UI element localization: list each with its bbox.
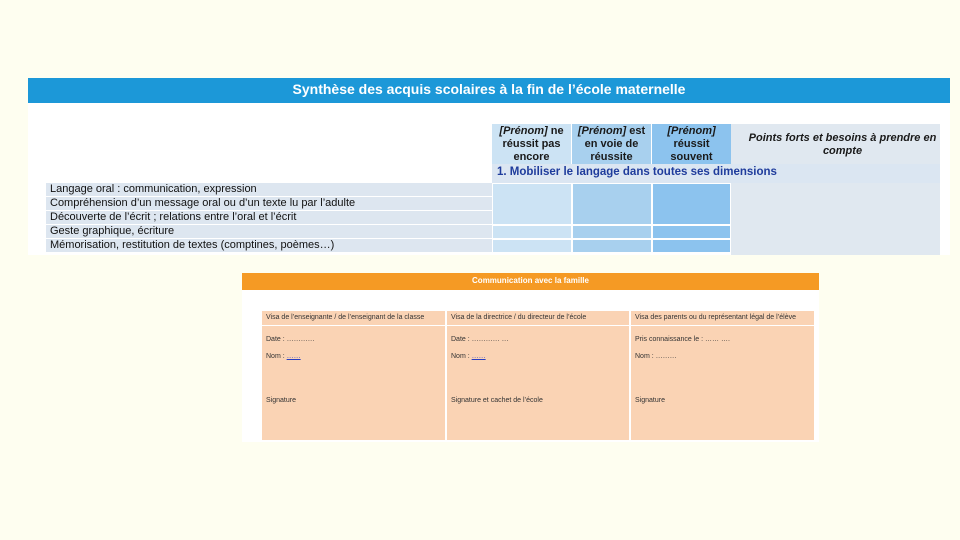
date-field: Pris connaissance le : …… …. bbox=[635, 336, 730, 343]
signature-label: Signature bbox=[635, 397, 665, 404]
name-label: Nom : bbox=[451, 353, 470, 360]
row-label: Compréhension d’un message oral ou d’un texte lu par l’adulte bbox=[46, 197, 492, 210]
header-prenom-placeholder: [Prénom] bbox=[667, 125, 716, 137]
name-link[interactable]: …… bbox=[286, 353, 301, 360]
name-label: Nom : bbox=[635, 353, 654, 360]
grid-cell[interactable] bbox=[572, 239, 652, 253]
header-text: est en voie de réussite bbox=[584, 125, 646, 163]
row-label: Découverte de l’écrit ; relations entre l’oral et l’écrit bbox=[46, 211, 492, 224]
header-prenom-placeholder: [Prénom] bbox=[499, 125, 548, 137]
signature-label: Signature et cachet de l’école bbox=[451, 397, 543, 404]
section-title: 1. Mobiliser le langage dans toutes ses dimensions bbox=[497, 166, 777, 178]
signature-label: Signature bbox=[266, 397, 296, 404]
name-field bbox=[635, 353, 677, 360]
name-link[interactable]: …… bbox=[471, 353, 486, 360]
communication-title: Communication avec la famille bbox=[472, 276, 589, 285]
date-field: Date : ………… bbox=[266, 336, 315, 343]
name-label: Nom : bbox=[266, 353, 285, 360]
grid-cell[interactable] bbox=[492, 183, 572, 225]
name-value: ……… bbox=[655, 353, 677, 360]
header-text: réussit souvent bbox=[670, 138, 713, 163]
visa-parents-cell[interactable] bbox=[631, 326, 814, 440]
visa-directeur-cell[interactable] bbox=[447, 326, 629, 440]
name-field bbox=[451, 353, 486, 360]
visa-parents-header: Visa des parents ou du représentant légal de l’élève bbox=[631, 311, 814, 325]
row-label: Mémorisation, restitution de textes (comptines, poèmes…) bbox=[46, 239, 492, 252]
grid-cell[interactable] bbox=[572, 225, 652, 239]
row-label: Geste graphique, écriture bbox=[46, 225, 492, 238]
name-field bbox=[266, 353, 301, 360]
header-reussit-souvent bbox=[652, 124, 731, 164]
header-ne-reussit-pas-encore bbox=[492, 124, 571, 164]
grid-cell[interactable] bbox=[492, 225, 572, 239]
synthese-title: Synthèse des acquis scolaires à la fin de l’école maternelle bbox=[292, 81, 686, 97]
visa-enseignant-cell[interactable] bbox=[262, 326, 445, 440]
visa-directeur-header: Visa de la directrice / du directeur de l’école bbox=[447, 311, 629, 325]
grid-cell[interactable] bbox=[572, 183, 652, 225]
grid-cell[interactable] bbox=[652, 239, 731, 253]
header-en-voie-de-reussite bbox=[572, 124, 651, 164]
grid-cell[interactable] bbox=[652, 225, 731, 239]
date-field: Date : ………… … bbox=[451, 336, 509, 343]
header-points-forts: Points forts et besoins à prendre en compte bbox=[748, 132, 937, 157]
grid-cell[interactable] bbox=[652, 183, 731, 225]
header-prenom-placeholder: [Prénom] bbox=[577, 125, 627, 137]
header-text: ne réussit pas encore bbox=[502, 125, 564, 163]
grid-cell[interactable] bbox=[492, 239, 572, 253]
visa-enseignant-header: Visa de l’enseignante / de l’enseignant de la classe bbox=[262, 311, 445, 325]
row-label: Langage oral : communication, expression bbox=[46, 183, 492, 196]
